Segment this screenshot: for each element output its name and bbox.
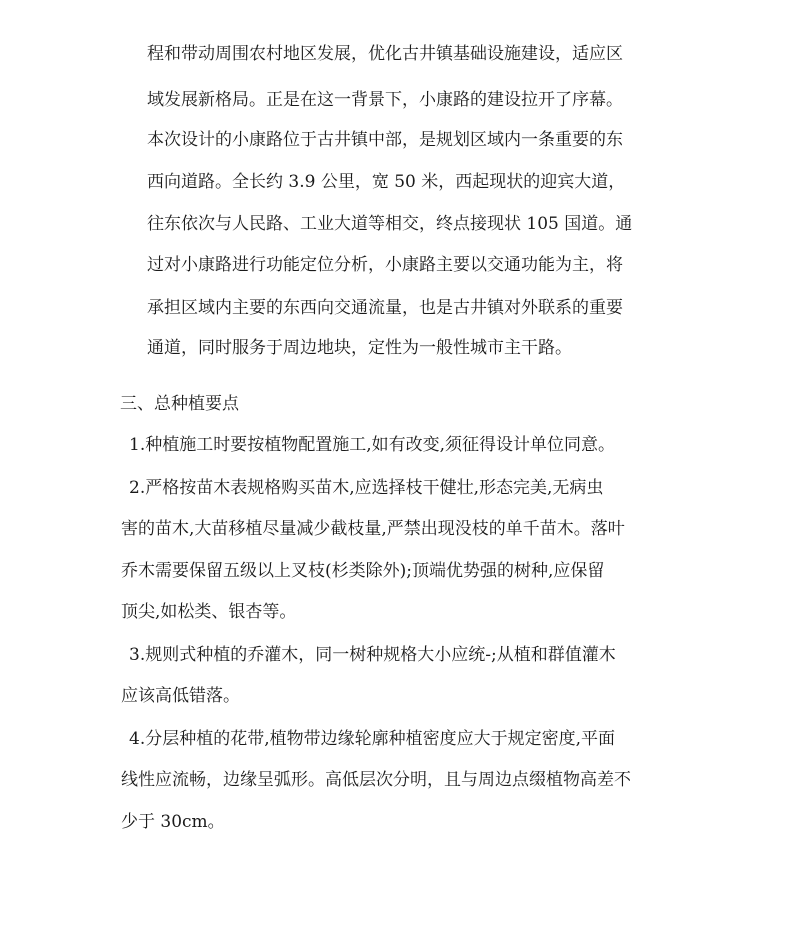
intro-line: 域发展新格局。正是在这一背景下，小康路的建设拉开了序幕。 — [147, 90, 623, 110]
intro-line: 通道，同时服务于周边地块，定性为一般性城市主干路。 — [147, 338, 572, 358]
intro-line: 过对小康路进行功能定位分析，小康路主要以交通功能为主，将 — [147, 255, 623, 275]
list-item-line: 少于 30cm。 — [121, 812, 225, 832]
section-heading: 三、总种植要点 — [120, 394, 239, 414]
intro-line: 西向道路。全长约 3.9 公里，宽 50 米，西起现状的迎宾大道， — [147, 172, 626, 192]
intro-line: 本次设计的小康路位于古井镇中部，是规划区域内一条重要的东 — [147, 130, 623, 150]
list-item-line: 1.种植施工时要按植物配置施工,如有改变,须征得设计单位同意。 — [129, 435, 616, 455]
list-item-line: 线性应流畅，边缘呈弧形。高低层次分明，且与周边点缀植物高差不 — [121, 770, 631, 790]
intro-line: 程和带动周围农村地区发展，优化古井镇基础设施建设，适应区 — [147, 44, 623, 64]
list-item-line: 应该高低错落。 — [121, 686, 240, 706]
list-item-line: 顶尖,如松类、银杏等。 — [121, 602, 297, 622]
intro-line: 承担区域内主要的东西向交通流量，也是古井镇对外联系的重要 — [147, 298, 623, 318]
intro-line: 往东依次与人民路、工业大道等相交，终点接现状 105 国道。通 — [147, 214, 633, 234]
list-item-line: 3.规则式种植的乔灌木，同一树种规格大小应统-;从植和群值灌木 — [129, 645, 616, 665]
list-item-line: 害的苗木,大苗移植尽量减少截枝量,严禁出现没枝的单千苗木。落叶 — [121, 519, 625, 539]
list-item-line: 乔木需要保留五级以上叉枝(杉类除外);顶端优势强的树种,应保留 — [121, 561, 605, 581]
list-item-line: 2.严格按苗木表规格购买苗木,应选择枝干健壮,形态完美,无病虫 — [129, 478, 604, 498]
list-item-line: 4.分层种植的花带,植物带边缘轮廓种植密度应大于规定密度,平面 — [129, 729, 616, 749]
